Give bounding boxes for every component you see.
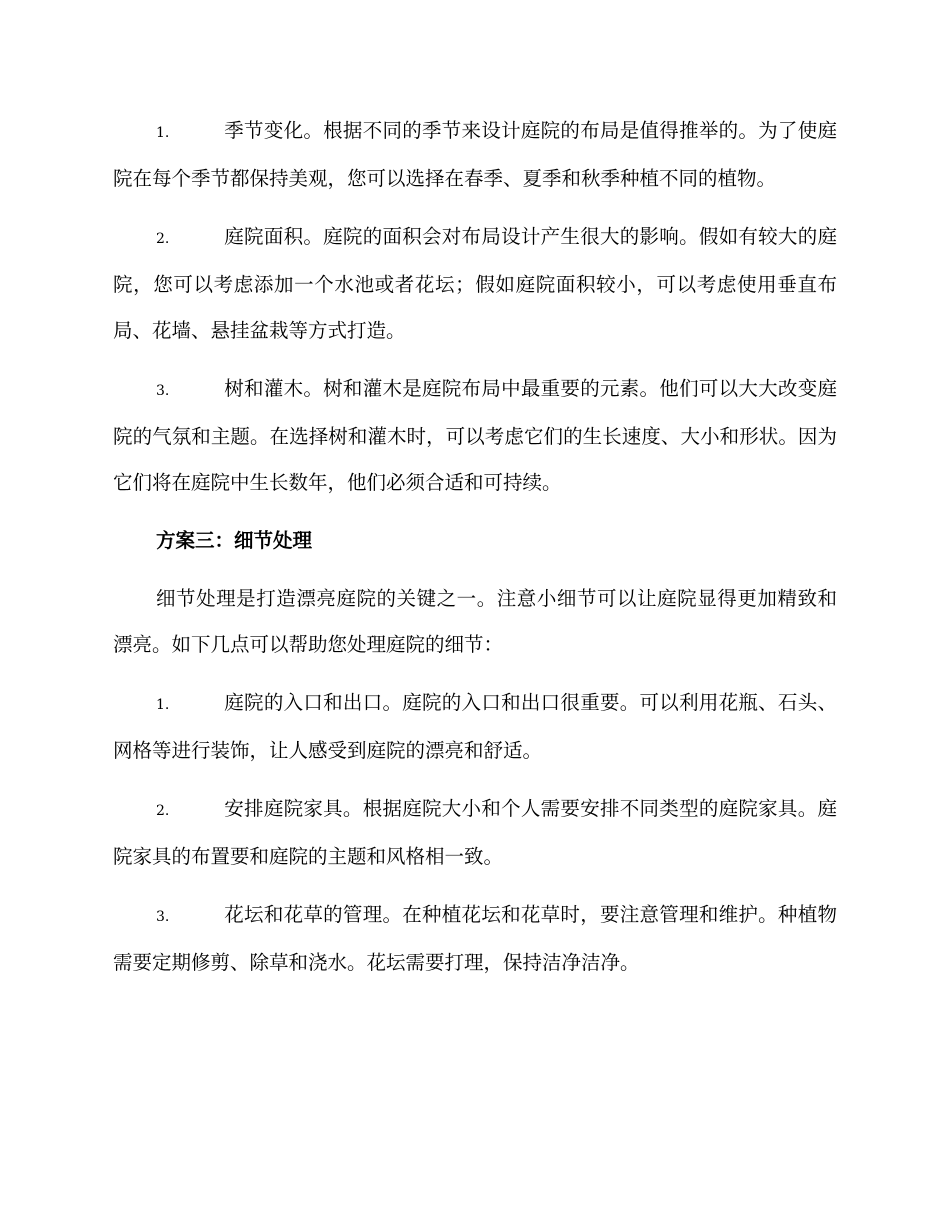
list-item xyxy=(113,680,837,774)
list-number: 1. xyxy=(156,125,170,141)
list-item-text: 安排庭院家具。根据庭院大小和个人需要安排不同类型的庭院家具。庭院家具的布置要和庭院的主题和风格相一致。 xyxy=(113,797,837,868)
list-item-text: 花坛和花草的管理。在种植花坛和花草时，要注意管理和维护。种植物需要定期修剪、除草和浇水。花坛需要打理，保持洁净洁净。 xyxy=(113,903,837,974)
list-item-text: 庭院面积。庭院的面积会对布局设计产生很大的影响。假如有较大的庭院，您可以考虑添加一个水池或者花坛；假如庭院面积较小，可以考虑使用垂直布局、花墙、悬挂盆栽等方式打造。 xyxy=(113,225,837,342)
section-heading: 方案三：细节处理 xyxy=(156,529,313,552)
intro-paragraph: 细节处理是打造漂亮庭院的关键之一。注意小细节可以让庭院显得更加精致和漂亮。如下几点可以帮助您处理庭院的细节： xyxy=(113,587,837,656)
list-item-text: 季节变化。根据不同的季节来设计庭院的布局是值得推举的。为了使庭院在每个季节都保持美观，您可以选择在春季、夏季和秋季种植不同的植物。 xyxy=(113,119,837,190)
list-item xyxy=(113,786,837,880)
list-item xyxy=(113,892,837,986)
list-number: 1. xyxy=(156,697,170,713)
list-number: 2. xyxy=(156,803,170,819)
document-body xyxy=(113,108,837,998)
list-item xyxy=(113,214,837,354)
list-item-text: 树和灌木。树和灌木是庭院布局中最重要的元素。他们可以大大改变庭院的气氛和主题。在选择树和灌木时，可以考虑它们的生长速度、大小和形状。因为它们将在庭院中生长数年，他们必须合适和可持续。 xyxy=(113,377,837,494)
list-number: 3. xyxy=(156,909,170,925)
list-item xyxy=(113,108,837,202)
list-number: 3. xyxy=(156,383,170,399)
list-item xyxy=(113,366,837,506)
list-number: 2. xyxy=(156,231,170,247)
list-item-text: 庭院的入口和出口。庭院的入口和出口很重要。可以利用花瓶、石头、网格等进行装饰，让人感受到庭院的漂亮和舒适。 xyxy=(113,691,837,762)
